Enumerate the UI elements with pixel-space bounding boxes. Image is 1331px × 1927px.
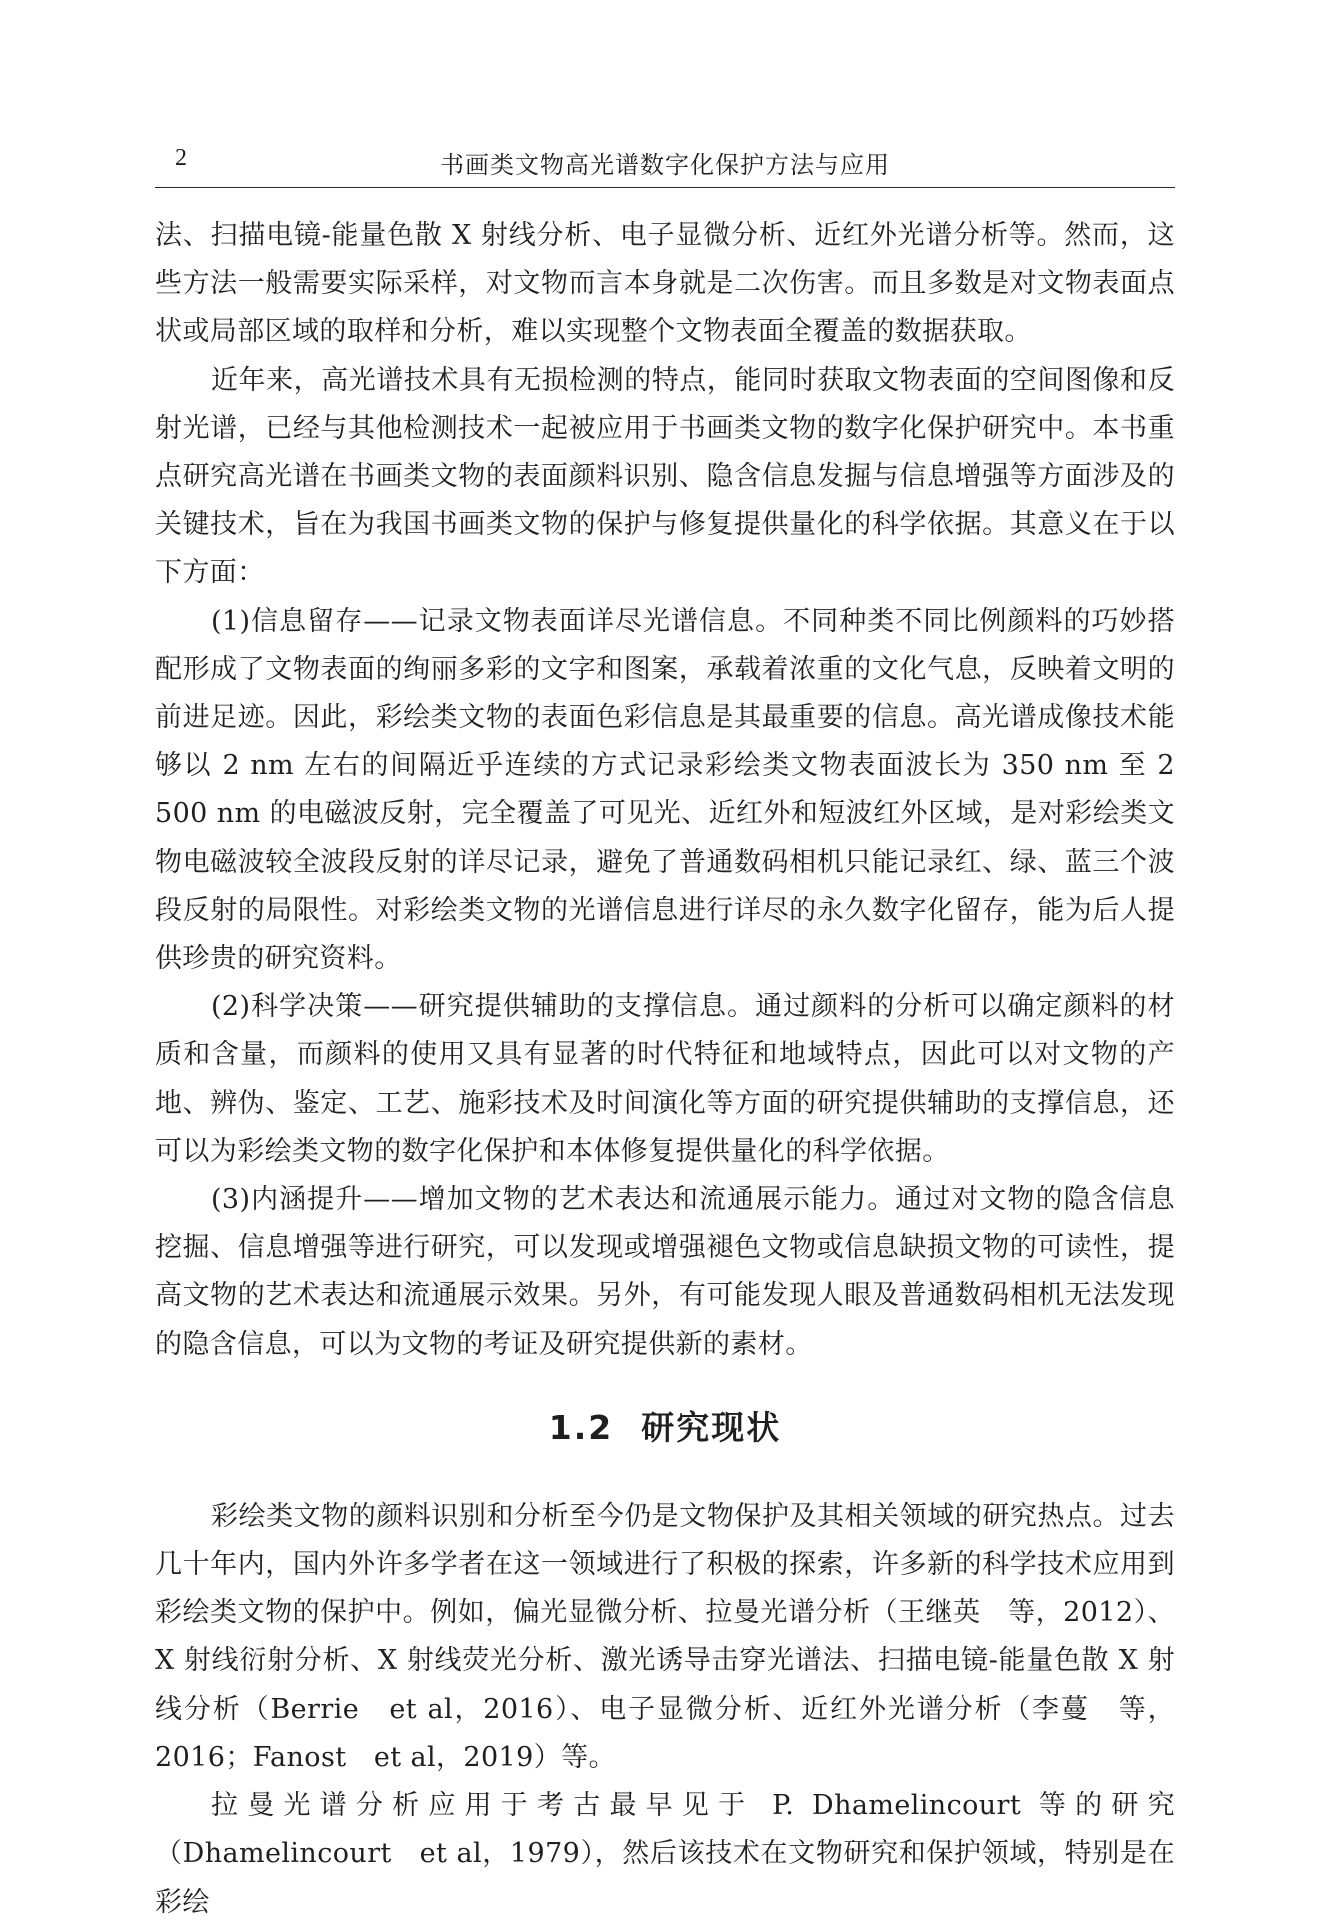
paragraph-point-3: (3)内涵提升——增加文物的艺术表达和流通展示能力。通过对文物的隐含信息挖掘、信息增强等进行研究，可以发现或增强褪色文物或信息缺损文物的可读性，提高文物的艺术表达和流通展示效果。另外，有可能发现人眼及普通数码相机无法发现的隐含信息，可以为文物的考证及研究提供新的素材。 <box>155 1184 1175 1360</box>
paragraph-intro-hyperspectral: 近年来，高光谱技术具有无损检测的特点，能同时获取文物表面的空间图像和反射光谱，已经与其他检测技术一起被应用于书画类文物的数字化保护研究中。本书重点研究高光谱在书画类文物的表面颜料识别、隐含信息发掘与信息增强等方面涉及的关键技术，旨在为我国书画类文物的保护与修复提供量化的科学依据。其意义在于以下方面： <box>155 364 1175 589</box>
page-header <box>155 143 1175 188</box>
paragraph-research-status: 彩绘类文物的颜料识别和分析至今仍是文物保护及其相关领域的研究热点。过去几十年内，国内外许多学者在这一领域进行了积极的探索，许多新的科学技术应用到彩绘类文物的保护中。例如，偏光显微分析、拉曼光谱分析（王继英 等，2012）、X 射线衍射分析、X 射线荧光分析、激光诱导击穿光谱法、扫描电镜-能量色散 X 射线分析（Berrie et al，2016）、电子显微分析、近红外光谱分析（李蔓 等，2016；Fanost et al，2019）等。 <box>155 1500 1175 1773</box>
page-number: 2 <box>175 145 187 171</box>
paragraph-point-2: (2)科学决策——研究提供辅助的支撑信息。通过颜料的分析可以确定颜料的材质和含量，而颜料的使用又具有显著的时代特征和地域特点，因此可以对文物的产地、辨伪、鉴定、工艺、施彩技术及时间演化等方面的研究提供辅助的支撑信息，还可以为彩绘类文物的数字化保护和本体修复提供量化的科学依据。 <box>155 991 1175 1167</box>
page-body <box>155 212 1175 1927</box>
paragraph-raman: 拉曼光谱分析应用于考古最早见于 P. Dhamelincourt 等的研究（Dhamelincourt et al，1979），然后该技术在文物研究和保护领域，特别是在彩绘 <box>155 1790 1175 1918</box>
paragraph-point-1: (1)信息留存——记录文物表面详尽光谱信息。不同种类不同比例颜料的巧妙搭配形成了文物表面的绚丽多彩的文字和图案，承载着浓重的文化气息，反映着文明的前进足迹。因此，彩绘类文物的表面色彩信息是其最重要的信息。高光谱成像技术能够以 2 nm 左右的间隔近乎连续的方式记录彩绘类文物表面波长为 350 nm 至 2 500 nm 的电磁波反射，完全覆盖了可见光、近红外和短波红外区域，是对彩绘类文物电磁波较全波段反射的详尽记录，避免了普通数码相机只能记录红、绿、蓝三个波段反射的局限性。对彩绘类文物的光谱信息进行详尽的永久数字化留存，能为后人提供珍贵的研究资料。 <box>155 605 1175 975</box>
paragraph-continued: 法、扫描电镜-能量色散 X 射线分析、电子显微分析、近红外光谱分析等。然而，这些方法一般需要实际采样，对文物而言本身就是二次伤害。而且多数是对文物表面点状或局部区域的取样和分析，难以实现整个文物表面全覆盖的数据获取。 <box>155 220 1175 348</box>
section-title: 研究现状 <box>641 1407 782 1447</box>
section-number: 1.2 <box>548 1407 614 1447</box>
running-title: 书画类文物高光谱数字化保护方法与应用 <box>440 151 890 179</box>
section-heading <box>155 1397 1175 1459</box>
